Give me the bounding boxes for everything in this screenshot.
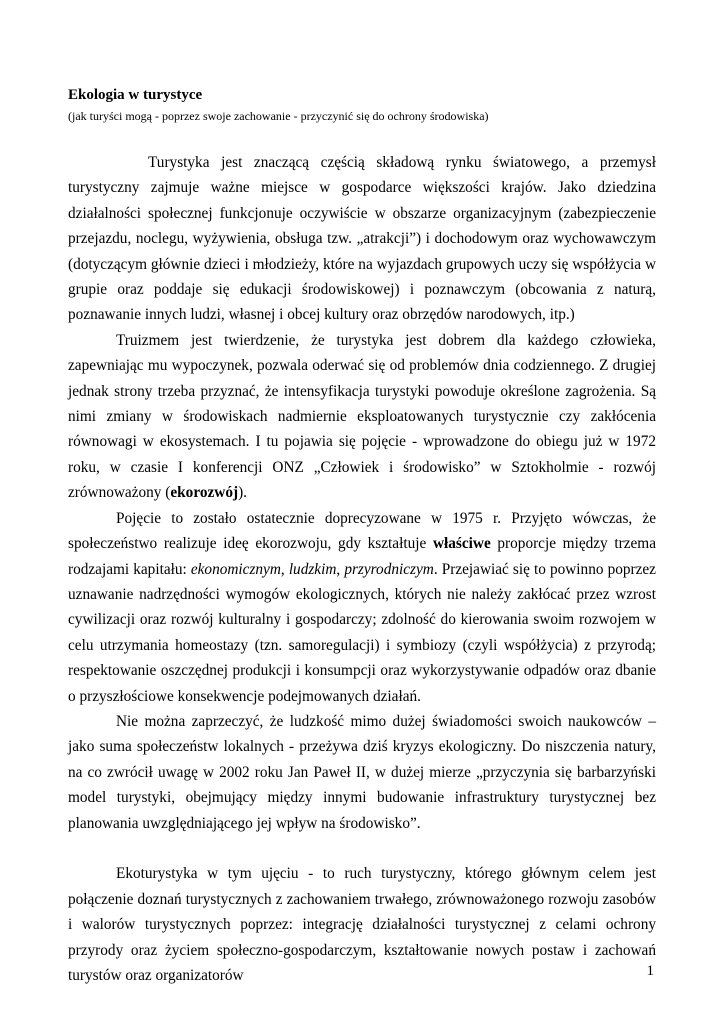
paragraph-text: Pojęcie to zostało ostatecznie doprecyzowane w 1975 r. Przyjęto wówczas, że społeczeństwo realizuje ideę ekorozwoju, gdy kształtuje — [68, 509, 656, 553]
paragraph-sustainable-development — [68, 328, 656, 506]
separator: , — [280, 560, 289, 578]
bold-term-ekorozwoj: ekorozwój — [170, 484, 239, 502]
page-number: 1 — [646, 963, 654, 979]
paragraph-text: ). — [238, 484, 247, 502]
paragraph-text: proporcje między trzema rodzajami kapitału: — [68, 535, 656, 578]
italic-term-human: ludzkim — [288, 560, 337, 578]
document-subtitle: (jak turyści mogą - poprzez swoje zachowanie - przyczynić się do ochrony środowiska) — [68, 109, 489, 123]
paragraph-ecological-crisis: Nie można zaprzeczyć, że ludzkość mimo dużej świadomości swoich naukowców – jako suma społeczeństw lokalnych - przeżywa dziś kryzys ekologiczny. Do niszczenia natury, na co zwrócił uwagę w 2002 roku Jan Paweł II, w dużej mierze „przyczynia się barbarzyński model turystyki, obejmujący między innymi budowanie infrastruktury turystycznej bez planowania uwzględniającego jej wpływ na środowisko”. — [68, 712, 656, 832]
paragraph-ecotourism: Ekoturystyka w tym ujęciu - to ruch turystyczny, którego głównym celem jest połączenie doznań turystycznych z zachowaniem trwałego, zrównoważonego rozwoju zasobów i walorów turystycznych poprzez: integrację działalności turystycznej z celami ochrony przyrody oraz życiem społeczno-gospodarczym, kształtowanie nowych postaw i zachowań turystów oraz organizatorów — [68, 865, 656, 984]
document-title: Ekologia w turystyce — [68, 87, 203, 103]
paragraph-tourism-industry: Turystyka jest znaczącą częścią składową rynku światowego, a przemysł turystyczny zajmuje ważne miejsce w gospodarce większości krajów. Jako dziedzina działalności społecznej funkcjonuje oczywiście w obszarze organizacyjnym (zabezpieczenie przejazdu, noclegu, wyżywienia, obsługa tzw. „atrakcji”) i dochodowym oraz wychowawczym (dotyczącym głównie dzieci i młodzieży, które na wyjazdach grupowych uczy się współżycia w grupie oraz poddaje się edukacji środowiskowej) i poznawczym (obcowania z naturą, poznawanie innych ludzi, własnej i obcej kultury oraz obrzędów narodowych, itp.) — [68, 154, 656, 324]
paragraph-text: Truizmem jest twierdzenie, że turystyka jest dobrem dla każdego człowieka, zapewniając mu wypoczynek, pozwala oderwać się od problemów dnia codziennego. Z drugiej jednak strony trzeba przyznać, że intensyfikacja turystyki powoduje określone zagrożenia. Są nimi zmiany w środowiskach nadmiernie eksploatowanych turystycznie czy zakłócenia równowagi w ekosystemach. I tu pojawia się pojęcie - wprowadzone do obiegu już w 1972 roku, w czasie I konferencji ONZ „Człowiek i środowisko” w Sztokholmie - rozwój zrównoważony ( — [68, 331, 656, 502]
paragraph-text: . Przejawiać się to powinno poprzez uznawanie nadrzędności wymogów ekologicznych, których nie należy zakłócać przez wzrost cywilizacji oraz rozwój kulturalny i gospodarczy; zdolność do kierowania swoim rozwojem w celu utrzymania homeostazy (tzn. samoregulacji) i symbiozy (czyli współżycia) z przyrodą; respektowanie oszczędnej produkcji i konsumpcji oraz wykorzystywanie odpadów oraz dbanie o przyszłościowe konsekwencje podejmowanych działań. — [68, 560, 656, 705]
italic-term-economic: ekonomicznym — [190, 560, 281, 578]
paragraph-concept-definition — [68, 506, 656, 709]
document-body — [68, 150, 656, 988]
italic-term-natural: przyrodniczym — [344, 560, 434, 578]
bold-term-wlasciwe: właściwe — [432, 535, 491, 553]
separator: , — [336, 560, 345, 578]
